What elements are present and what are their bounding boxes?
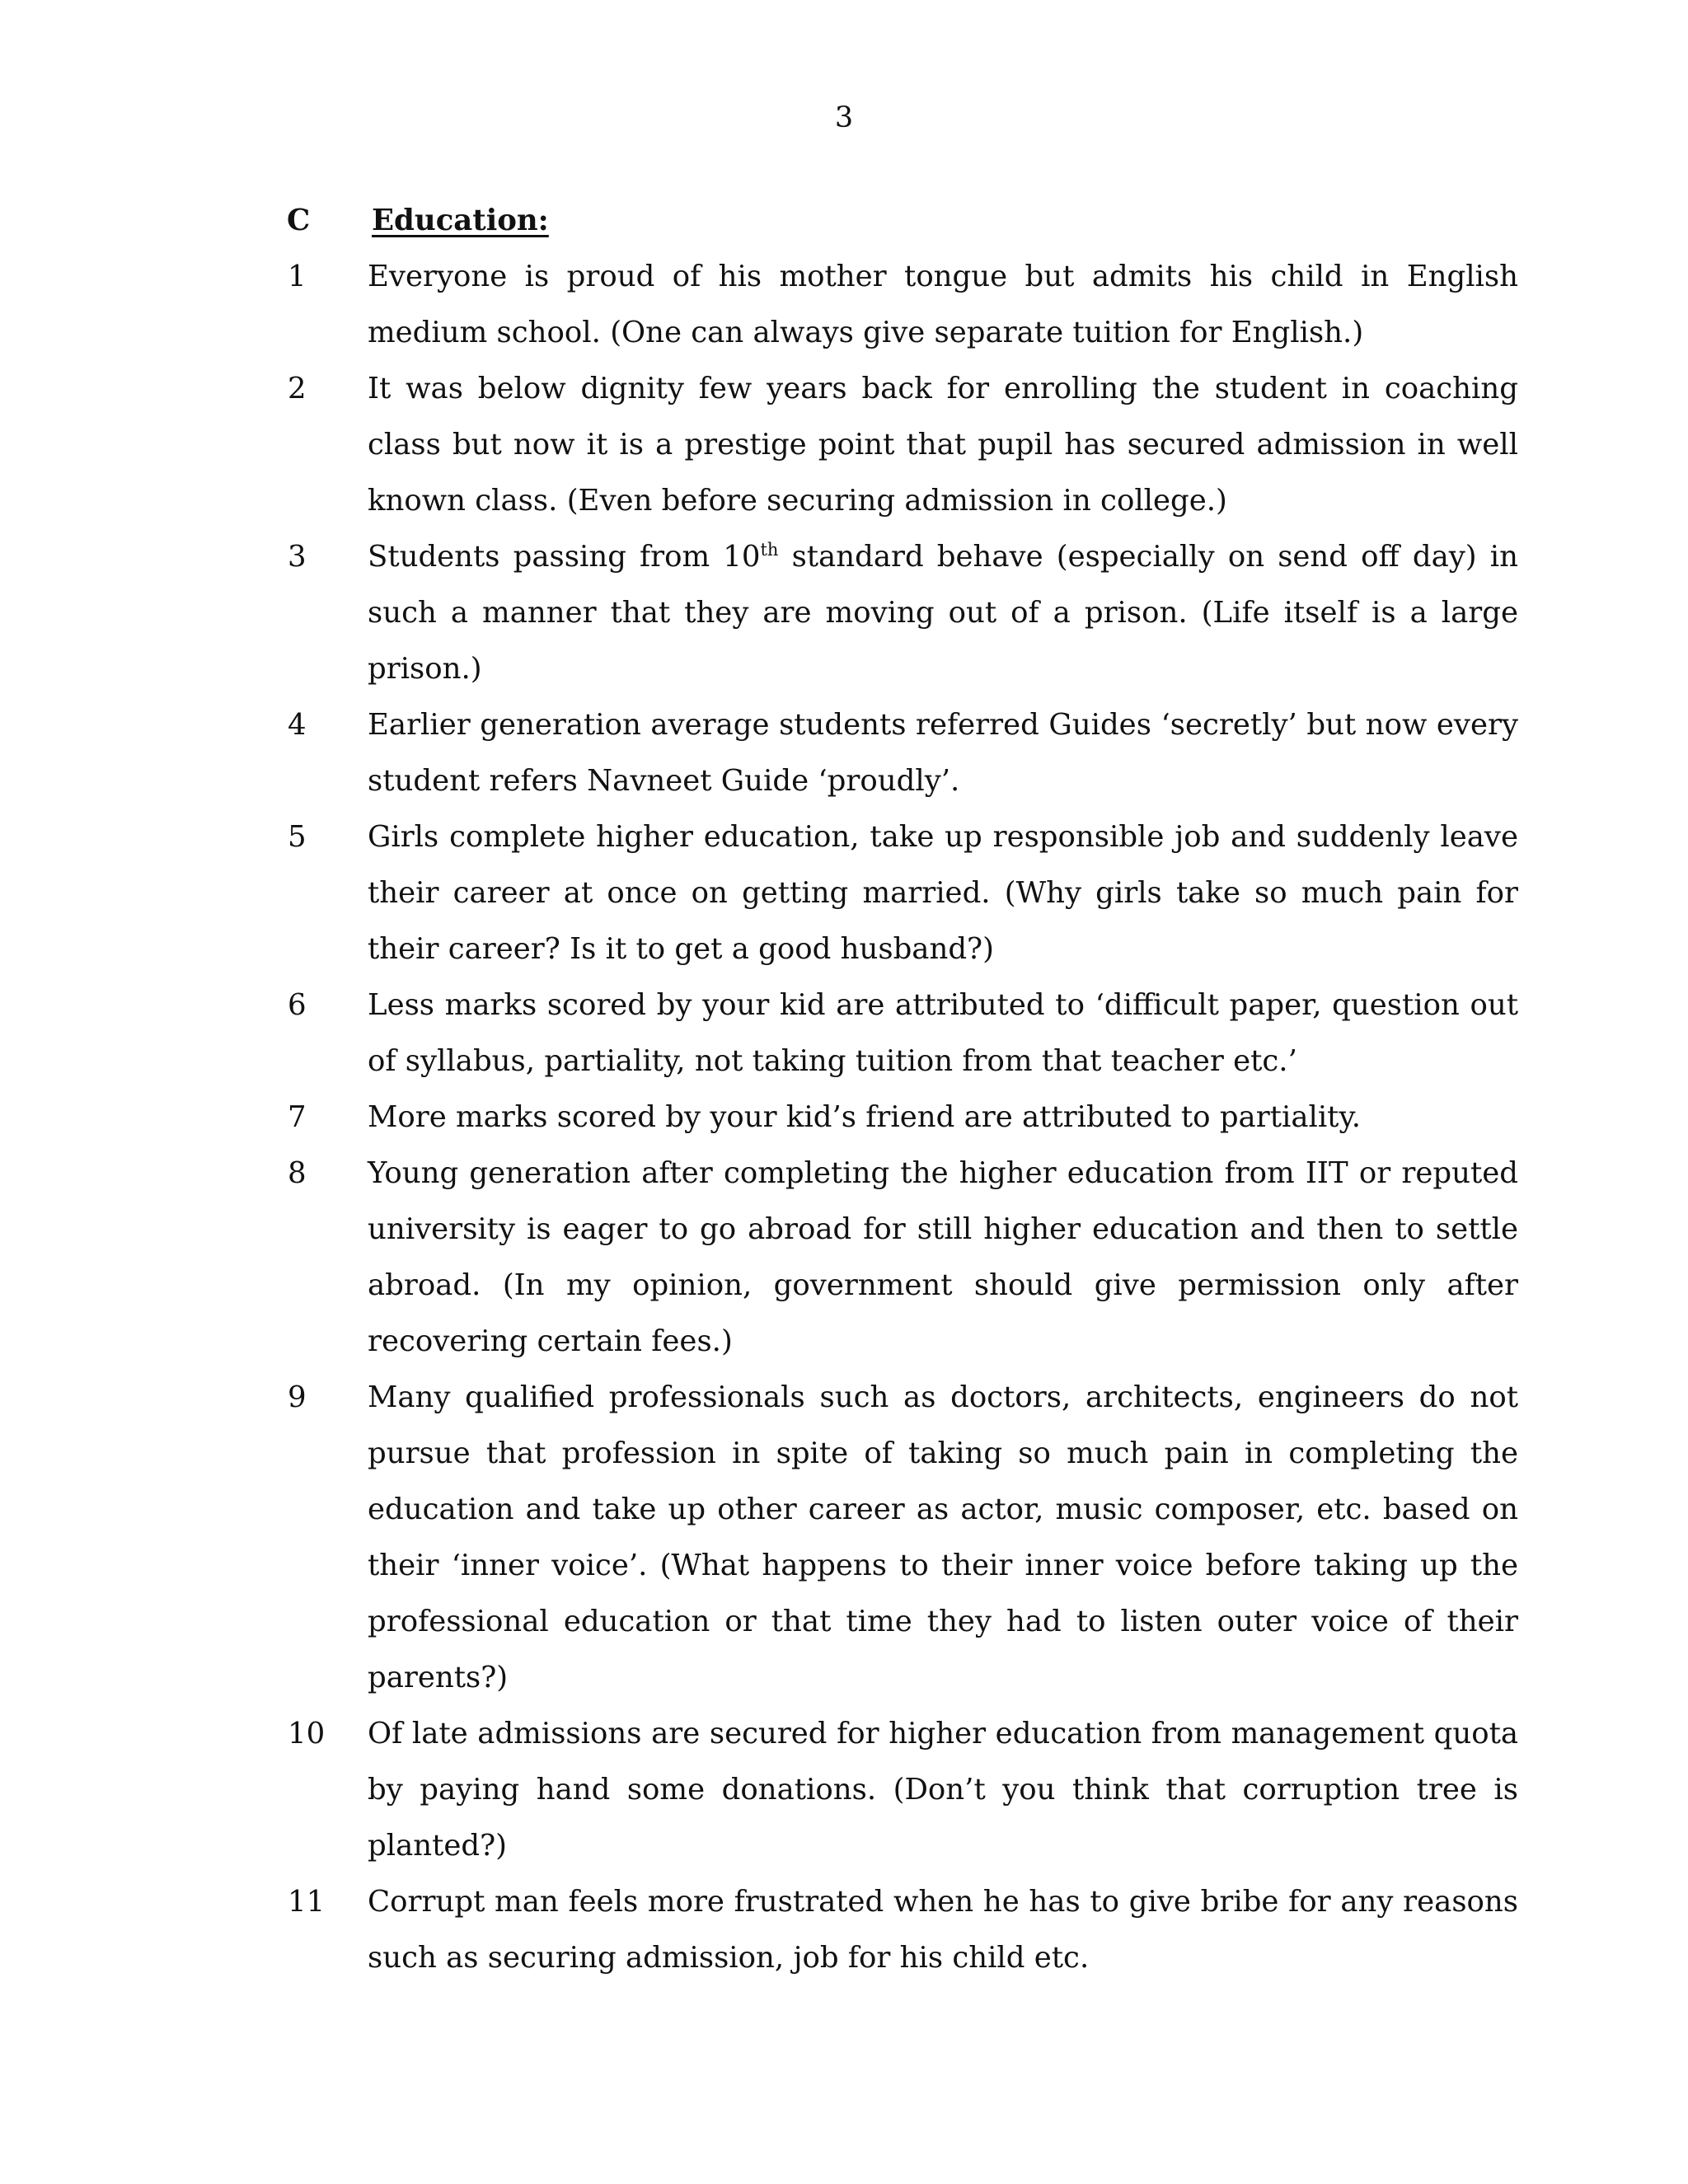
- section-letter: C: [287, 204, 311, 237]
- item-number: 2: [288, 372, 307, 405]
- list-item: [283, 361, 1518, 529]
- list-item: [283, 809, 1518, 977]
- item-text-before: Students passing from 10: [368, 540, 761, 574]
- list-item: [283, 249, 1518, 361]
- item-number: 1: [288, 260, 307, 293]
- list-item: [283, 1146, 1518, 1370]
- item-number: 8: [288, 1156, 307, 1190]
- list-item: [283, 1370, 1518, 1706]
- education-section: [283, 193, 1518, 1986]
- item-number: 5: [288, 820, 307, 854]
- item-text: More marks scored by your kid’s friend are attributed to partiality.: [368, 1100, 1362, 1134]
- item-text: Many qualified professionals such as doctors, architects, engineers do not pursue that profession in spite of taking so much pain in completing the education and take up other career as actor, music composer, etc. based on their ‘inner voice’. (What happens to their inner voice before taking up the professional education or that time they had to listen outer voice of their parents?): [368, 1380, 1518, 1694]
- item-text: Everyone is proud of his mother tongue but admits his child in English medium school. (One can always give separate tuition for English.): [368, 260, 1518, 349]
- list-item: [283, 1706, 1518, 1874]
- item-text: Earlier generation average students referred Guides ‘secretly’ but now every student refers Navneet Guide ‘proudly’.: [368, 708, 1518, 798]
- item-text: Less marks scored by your kid are attributed to ‘difficult paper, question out of syllabus, partiality, not taking tuition from that teacher etc.’: [368, 988, 1518, 1078]
- item-number: 4: [288, 708, 307, 742]
- section-heading: [283, 193, 1518, 249]
- item-text-after: standard behave (especially on send off day) in such a manner that they are moving out of a prison. (Life itself is a large prison.): [368, 540, 1518, 686]
- item-text: Of late admissions are secured for higher education from management quota by paying hand some donations. (Don’t you think that corruption tree is planted?): [368, 1717, 1518, 1863]
- item-text: [368, 529, 1518, 697]
- item-number: 6: [288, 988, 307, 1022]
- item-text: It was below dignity few years back for enrolling the student in coaching class but now it is a prestige point that pupil has secured admission in well known class. (Even before securing admission in college.): [368, 372, 1518, 518]
- section-title: Education:: [372, 204, 549, 237]
- item-text: Corrupt man feels more frustrated when he has to give bribe for any reasons such as securing admission, job for his child etc.: [368, 1885, 1518, 1975]
- list-item: [283, 1090, 1518, 1146]
- item-number: 11: [288, 1885, 326, 1919]
- ordinal-superscript: th: [760, 540, 779, 560]
- item-number: 9: [288, 1380, 307, 1414]
- list-item: [283, 529, 1518, 697]
- list-item: [283, 697, 1518, 809]
- item-text: Girls complete higher education, take up responsible job and suddenly leave their career at once on getting married. (Why girls take so much pain for their career? Is it to get a good husband?): [368, 820, 1518, 966]
- page-number: 3: [834, 101, 854, 134]
- list-item: [283, 977, 1518, 1090]
- item-text: Young generation after completing the higher education from IIT or reputed university is eager to go abroad for still higher education and then to settle abroad. (In my opinion, government should give permission only after recovering certain fees.): [368, 1156, 1518, 1358]
- item-number: 7: [288, 1100, 307, 1134]
- item-number: 10: [288, 1717, 326, 1750]
- list-item: [283, 1874, 1518, 1986]
- item-number: 3: [288, 540, 307, 574]
